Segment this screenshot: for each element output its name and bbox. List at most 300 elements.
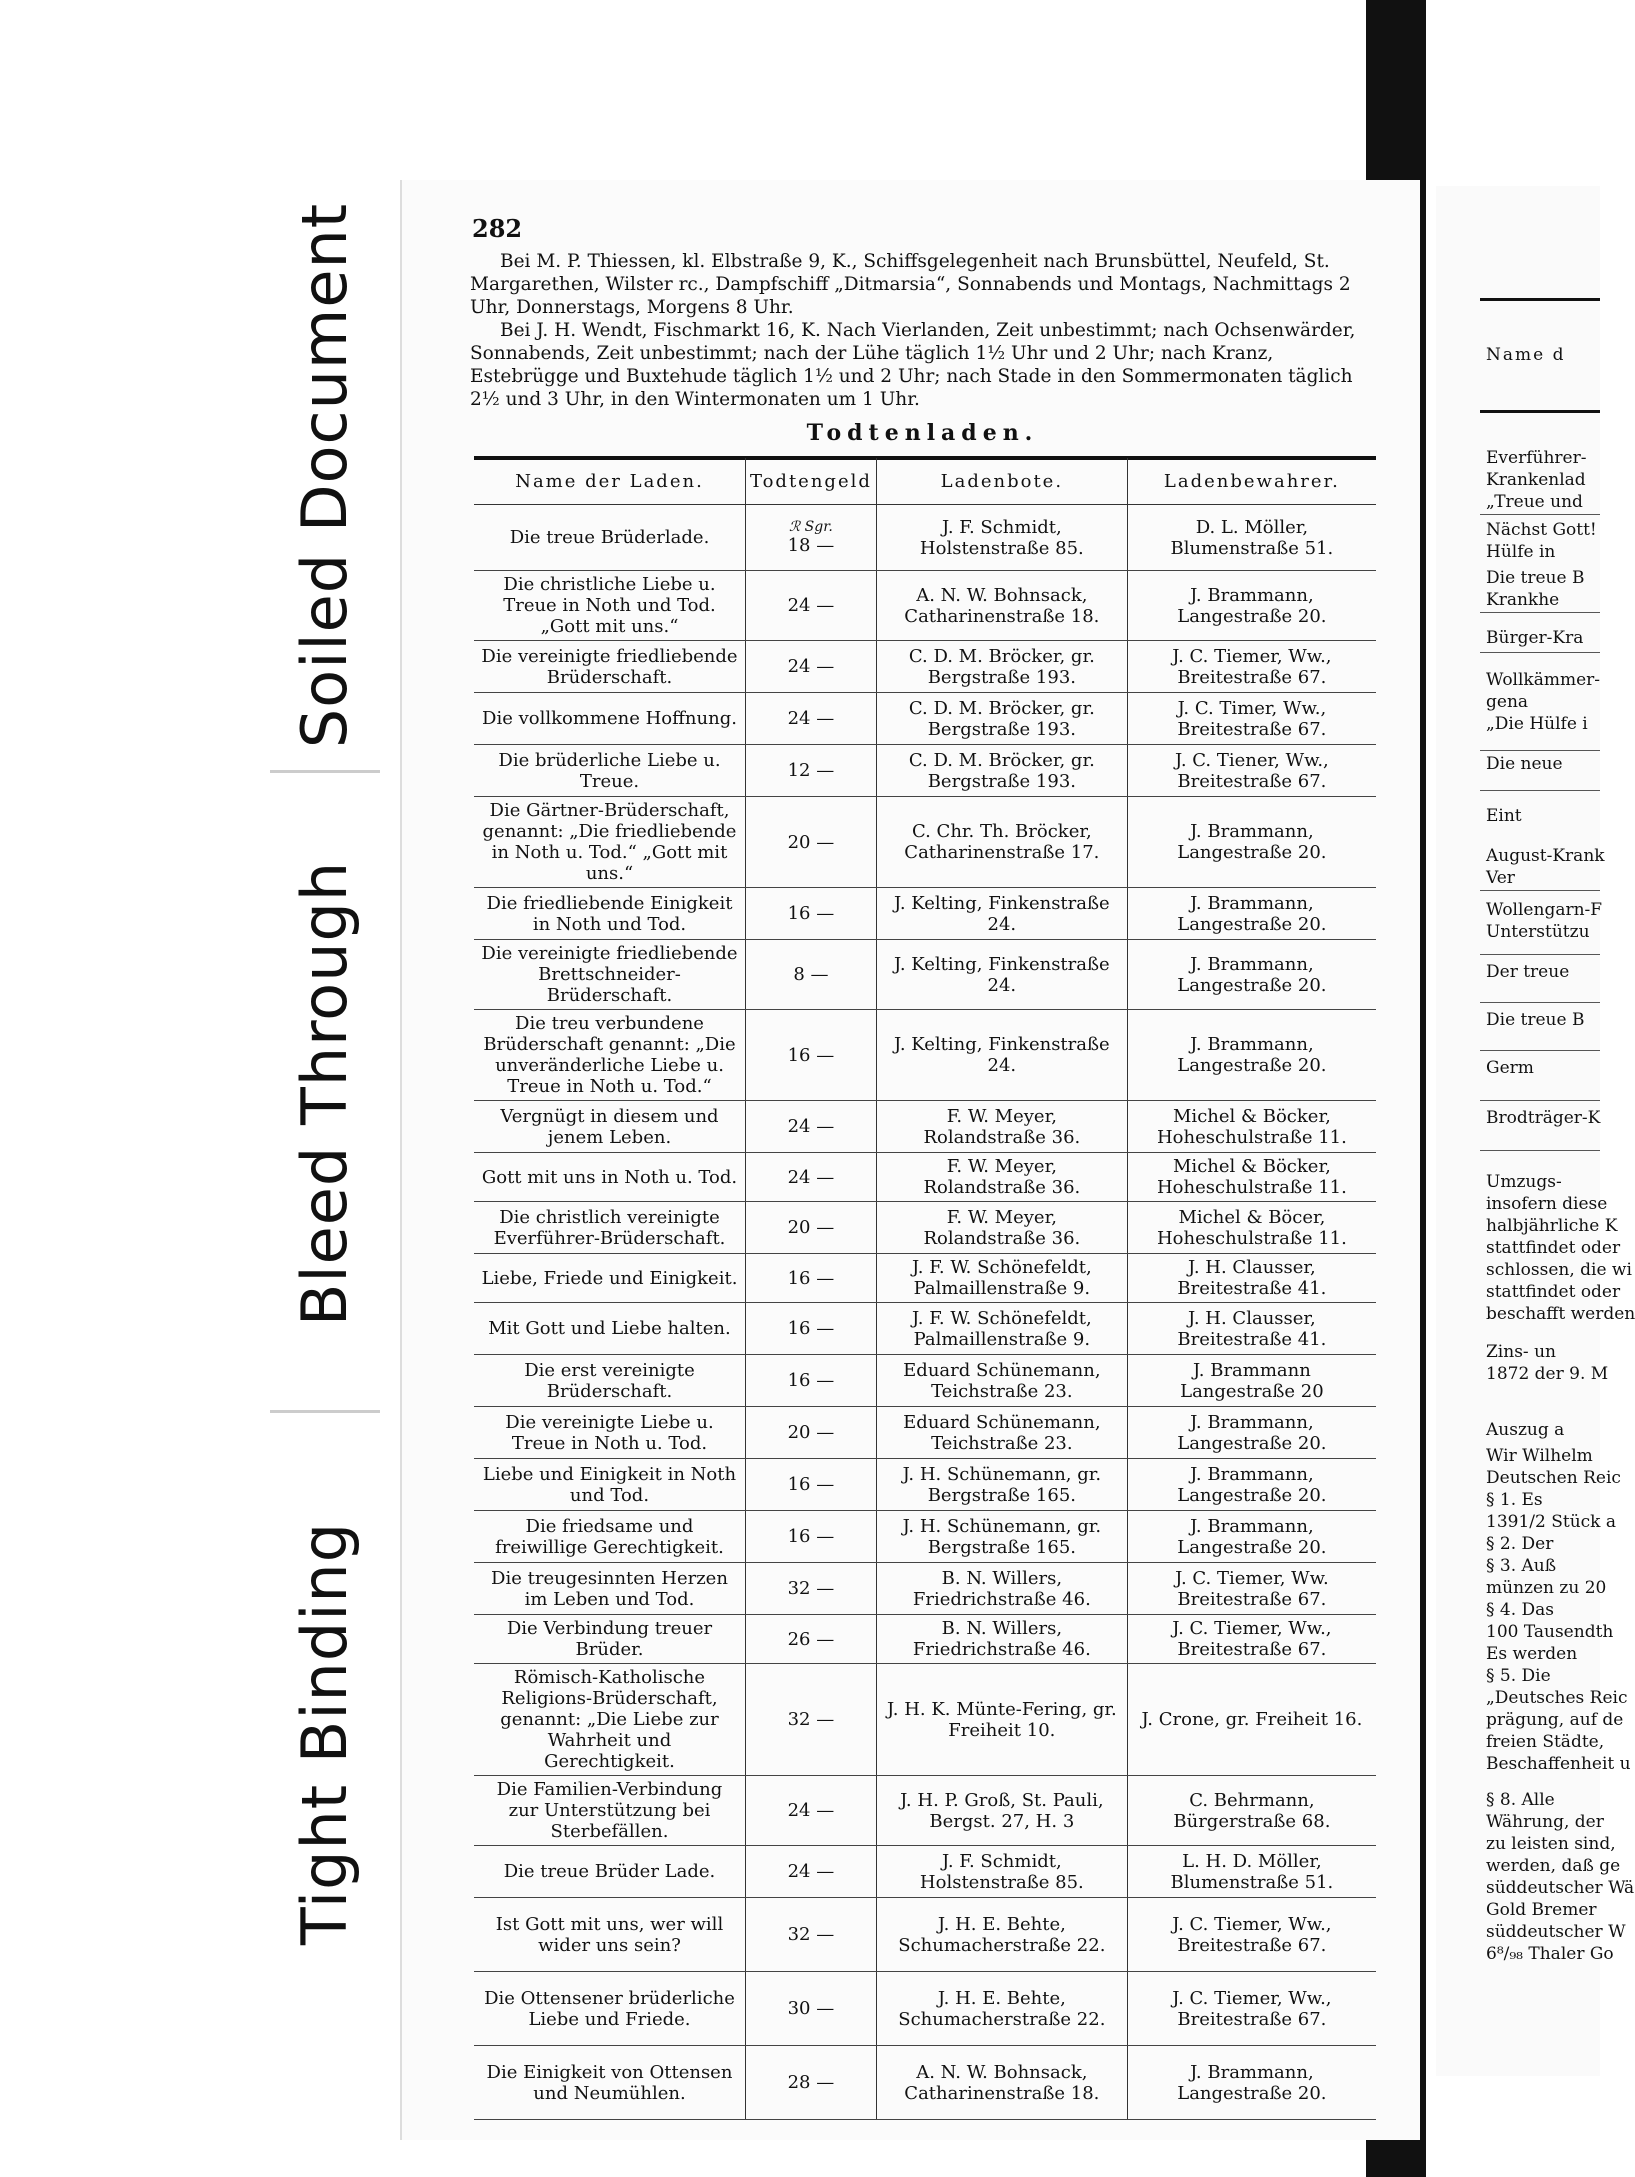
facing-page-line: halbjährliche K xyxy=(1486,1216,1618,1236)
cell-ladenbewahrer xyxy=(1127,1664,1376,1776)
cell-name xyxy=(474,1010,745,1101)
facing-page-line: insofern diese xyxy=(1486,1194,1608,1214)
cell-ladenbote xyxy=(876,888,1127,940)
cell-todtengeld-text: 16 — xyxy=(787,1474,835,1495)
cell-ladenbote xyxy=(876,797,1127,888)
cell-todtengeld xyxy=(745,888,876,940)
cell-todtengeld xyxy=(745,641,876,693)
facing-page-line: 1391/2 Stück a xyxy=(1486,1512,1616,1532)
facing-page-line: Gold Bremer xyxy=(1486,1900,1597,1920)
cell-name-text: Die erst vereinigte Brüderschaft. xyxy=(524,1359,695,1402)
cell-todtengeld-text: 24 — xyxy=(787,1166,835,1188)
cell-name-text: Römisch-Katholische Religions-Brüderschaft, genannt: „Die Liebe zur Wahrheit und Gerechtigkeit. xyxy=(500,1667,719,1772)
cell-todtengeld-text: 16 — xyxy=(787,1526,835,1547)
cell-name-text: Die christlich vereinigte Everführer-Brüderschaft. xyxy=(493,1206,726,1249)
cell-ladenbewahrer-text: J. Brammann, Langestraße 20. xyxy=(1177,953,1327,996)
table-row xyxy=(474,797,1376,888)
cell-ladenbewahrer xyxy=(1127,1563,1376,1615)
facing-page-line: Krankhe xyxy=(1486,590,1560,610)
cell-name xyxy=(474,641,745,693)
cell-ladenbewahrer xyxy=(1127,1459,1376,1511)
cell-todtengeld-text: 26 — xyxy=(787,1628,835,1650)
cell-name xyxy=(474,940,745,1010)
cell-todtengeld xyxy=(745,1010,876,1101)
cell-name-text: Die brüderliche Liebe u. Treue. xyxy=(498,749,721,792)
cell-ladenbote xyxy=(876,745,1127,797)
cell-ladenbewahrer xyxy=(1127,745,1376,797)
header-name: Name der Laden. xyxy=(474,458,745,505)
cell-todtengeld-text: 8 — xyxy=(793,964,829,985)
cell-name-text: Mit Gott und Liebe halten. xyxy=(488,1318,731,1339)
cell-ladenbewahrer-text: Michel & Böcker, Hoheschulstraße 11. xyxy=(1156,1105,1347,1148)
cell-name-text: Die Einigkeit von Ottensen und Neumühlen. xyxy=(486,2061,733,2104)
cell-ladenbote xyxy=(876,505,1127,571)
cell-name xyxy=(474,693,745,745)
cell-ladenbote xyxy=(876,1303,1127,1355)
cell-todtengeld xyxy=(745,1254,876,1303)
facing-page-row-rule xyxy=(1480,612,1600,613)
cell-ladenbote-text: J. F. W. Schönefeldt, Palmaillenstraße 9. xyxy=(911,1307,1092,1350)
cell-ladenbewahrer-text: J. H. Clausser, Breitestraße 41. xyxy=(1177,1307,1327,1350)
table-row xyxy=(474,1153,1376,1202)
label-soiled-text: Soiled Document xyxy=(288,202,362,748)
cell-ladenbewahrer xyxy=(1127,641,1376,693)
cell-todtengeld-text: 30 — xyxy=(787,1998,835,2019)
table-row xyxy=(474,745,1376,797)
cell-ladenbewahrer-text: J. Brammann, Langestraße 20. xyxy=(1177,892,1327,935)
cell-todtengeld-text: 24 — xyxy=(787,708,835,729)
cell-ladenbote xyxy=(876,1972,1127,2046)
cell-name xyxy=(474,1153,745,1202)
facing-page-line: zu leisten sind, xyxy=(1486,1834,1616,1854)
facing-page-row-rule xyxy=(1480,750,1600,751)
facing-page-line: Auszug a xyxy=(1486,1420,1565,1440)
cell-ladenbewahrer-text: J. Brammann, Langestraße 20. xyxy=(1177,1411,1327,1454)
facing-page-line: münzen zu 20 xyxy=(1486,1578,1607,1598)
facing-page-line: § 8. Alle xyxy=(1486,1790,1555,1810)
cell-ladenbote xyxy=(876,1407,1127,1459)
cell-ladenbote-text: J. H. Schünemann, gr. Bergstraße 165. xyxy=(902,1463,1102,1506)
cell-ladenbewahrer-text: L. H. D. Möller, Blumenstraße 51. xyxy=(1170,1850,1334,1893)
cell-ladenbewahrer xyxy=(1127,1407,1376,1459)
table-row xyxy=(474,1615,1376,1664)
cell-ladenbote-text: B. N. Willers, Friedrichstraße 46. xyxy=(912,1618,1091,1660)
cell-ladenbote xyxy=(876,1511,1127,1563)
cell-todtengeld xyxy=(745,1511,876,1563)
table-row xyxy=(474,1972,1376,2046)
facing-page-line: § 5. Die xyxy=(1486,1666,1551,1686)
cell-ladenbote-text: J. Kelting, Finkenstraße 24. xyxy=(894,1034,1110,1076)
cell-name-text: Die vereinigte friedliebende Brettschneider-Brüderschaft. xyxy=(481,943,738,1006)
cell-ladenbote xyxy=(876,1898,1127,1972)
cell-todtengeld xyxy=(745,1776,876,1846)
cell-ladenbewahrer xyxy=(1127,1898,1376,1972)
facing-page-line: süddeutscher W xyxy=(1486,1922,1626,1942)
label-bleed-through xyxy=(270,770,380,1413)
cell-todtengeld xyxy=(745,1407,876,1459)
cell-ladenbote-text: A. N. W. Bohnsack, Catharinenstraße 18. xyxy=(904,584,1100,627)
cell-ladenbewahrer-text: J. Brammann Langestraße 20 xyxy=(1180,1359,1324,1402)
facing-page-line: „Die Hülfe i xyxy=(1486,714,1588,734)
table-row xyxy=(474,940,1376,1010)
facing-page-line: Die neue xyxy=(1486,754,1563,774)
cell-todtengeld-text: 20 — xyxy=(787,1422,835,1443)
header-ladenbewahrer: Ladenbewahrer. xyxy=(1127,458,1376,505)
facing-page-line: freien Städte, xyxy=(1486,1732,1605,1752)
cell-todtengeld-text: 24 — xyxy=(787,1116,835,1137)
table-row xyxy=(474,1511,1376,1563)
table-row xyxy=(474,1846,1376,1898)
cell-ladenbote-text: J. Kelting, Finkenstraße 24. xyxy=(894,892,1110,935)
facing-page-row-rule xyxy=(1480,1050,1600,1051)
cell-ladenbewahrer-text: J. Brammann, Langestraße 20. xyxy=(1177,821,1327,863)
table-row xyxy=(474,1459,1376,1511)
cell-ladenbote-text: B. N. Willers, Friedrichstraße 46. xyxy=(912,1567,1091,1610)
cell-ladenbote xyxy=(876,1664,1127,1776)
section-title: Todtenladen. xyxy=(806,420,1039,446)
cell-ladenbote xyxy=(876,571,1127,641)
cell-todtengeld-text: 24 — xyxy=(787,595,835,616)
cell-name-text: Die christliche Liebe u. Treue in Noth und Tod. „Gott mit uns.“ xyxy=(503,574,716,637)
facing-page-line: werden, daß ge xyxy=(1486,1856,1621,1876)
cell-ladenbote xyxy=(876,2046,1127,2120)
cell-ladenbewahrer-text: J. C. Tiemer, Ww., Breitestraße 67. xyxy=(1172,1987,1332,2030)
cell-ladenbewahrer-text: J. C. Tiemer, Ww., Breitestraße 67. xyxy=(1172,1913,1332,1956)
cell-ladenbewahrer xyxy=(1127,1355,1376,1407)
facing-page-line: Beschaffenheit u xyxy=(1486,1754,1631,1774)
table-row xyxy=(474,1407,1376,1459)
cell-ladenbewahrer xyxy=(1127,1254,1376,1303)
cell-ladenbewahrer xyxy=(1127,1101,1376,1153)
cell-ladenbote xyxy=(876,1355,1127,1407)
cell-todtengeld xyxy=(745,1972,876,2046)
facing-page-line: Umzugs- xyxy=(1486,1172,1562,1192)
cell-todtengeld xyxy=(745,1846,876,1898)
cell-name xyxy=(474,505,745,571)
todtenladen-table xyxy=(474,458,1376,2120)
cell-name-text: Die vereinigte Liebe u. Treue in Noth u. Tod. xyxy=(505,1411,714,1454)
cell-ladenbewahrer xyxy=(1127,2046,1376,2120)
cell-todtengeld xyxy=(745,1898,876,1972)
cell-ladenbewahrer-text: J. H. Clausser, Breitestraße 41. xyxy=(1177,1257,1327,1299)
table-row xyxy=(474,1303,1376,1355)
cell-ladenbewahrer xyxy=(1127,797,1376,888)
facing-page-line: Ver xyxy=(1486,868,1515,888)
cell-todtengeld-text: 18 — xyxy=(787,535,835,556)
cell-ladenbote xyxy=(876,693,1127,745)
cell-todtengeld xyxy=(745,505,876,571)
cell-name-text: Die treue Brüder Lade. xyxy=(503,1861,716,1882)
header-ladenbote: Ladenbote. xyxy=(876,458,1127,505)
cell-name-text: Gott mit uns in Noth u. Tod. xyxy=(481,1166,738,1188)
intro-paragraph-2: Bei J. H. Wendt, Fischmarkt 16, K. Nach Vierlanden, Zeit unbestimmt; nach Ochsenwärder, Sonnabends, Zeit unbestimmt; nach der Lühe täglich 1½ Uhr und 2 Uhr; nach Kranz, Estebrügge und Buxtehude täglich 1½ und 2 Uhr; nach Stade in den Sommermonaten täglich 2½ und 3 Uhr, in den Wintermonaten um 1 Uhr. xyxy=(470,320,1356,410)
table-row xyxy=(474,1776,1376,1846)
cell-ladenbote-text: J. H. K. Münte-Fering, gr. Freiheit 10. xyxy=(886,1698,1117,1741)
table-row xyxy=(474,1664,1376,1776)
cell-todtengeld xyxy=(745,940,876,1010)
cell-name-text: Liebe und Einigkeit in Noth und Tod. xyxy=(482,1463,737,1506)
cell-todtengeld xyxy=(745,1563,876,1615)
cell-todtengeld xyxy=(745,797,876,888)
facing-page-row-rule xyxy=(1480,1150,1600,1151)
cell-name xyxy=(474,745,745,797)
cell-todtengeld xyxy=(745,745,876,797)
cell-ladenbote xyxy=(876,1459,1127,1511)
cell-name xyxy=(474,1202,745,1254)
cell-name xyxy=(474,571,745,641)
cell-todtengeld-text: 32 — xyxy=(787,1709,835,1730)
cell-name xyxy=(474,1303,745,1355)
cell-ladenbote-text: J. H. P. Groß, St. Pauli, Bergst. 27, H. 3 xyxy=(900,1789,1104,1832)
cell-todtengeld xyxy=(745,1355,876,1407)
cell-name xyxy=(474,1898,745,1972)
facing-page-row-rule xyxy=(1480,1002,1600,1003)
cell-name xyxy=(474,1355,745,1407)
cell-name-text: Liebe, Friede und Einigkeit. xyxy=(481,1267,738,1289)
facing-page-line: 1872 der 9. M xyxy=(1486,1364,1609,1384)
cell-ladenbote-text: C. Chr. Th. Bröcker, Catharinenstraße 17. xyxy=(904,821,1100,863)
cell-ladenbewahrer xyxy=(1127,693,1376,745)
table-row xyxy=(474,571,1376,641)
facing-page-line: 6⁸/₉₈ Thaler Go xyxy=(1486,1944,1614,1964)
cell-ladenbote xyxy=(876,1202,1127,1254)
cell-ladenbote-text: J. H. E. Behte, Schumacherstraße 22. xyxy=(898,1913,1106,1956)
cell-todtengeld xyxy=(745,1664,876,1776)
facing-page-row-rule xyxy=(1480,652,1600,653)
cell-ladenbote xyxy=(876,1101,1127,1153)
cell-name-text: Die vereinigte friedliebende Brüderschaft. xyxy=(481,645,738,688)
cell-ladenbote-text: J. H. E. Behte, Schumacherstraße 22. xyxy=(898,1987,1106,2030)
table-row xyxy=(474,1563,1376,1615)
facing-page-line: § 1. Es xyxy=(1486,1490,1543,1510)
cell-ladenbewahrer-text: J. C. Tiemer, Ww. Breitestraße 67. xyxy=(1175,1567,1329,1610)
cell-todtengeld xyxy=(745,693,876,745)
facing-page-line: Eint xyxy=(1486,806,1522,826)
cell-todtengeld-text: 16 — xyxy=(787,1044,835,1066)
cell-ladenbewahrer xyxy=(1127,571,1376,641)
facing-page-line: prägung, auf de xyxy=(1486,1710,1624,1730)
cell-name-text: Vergnügt in diesem und jenem Leben. xyxy=(500,1105,719,1148)
label-soiled-document xyxy=(270,180,380,770)
table-row xyxy=(474,1355,1376,1407)
facing-page-line: schlossen, die wi xyxy=(1486,1260,1632,1280)
cell-todtengeld-text: 24 — xyxy=(787,656,835,677)
facing-page-line: § 2. Der xyxy=(1486,1534,1554,1554)
cell-ladenbewahrer-text: J. C. Tiemer, Ww., Breitestraße 67. xyxy=(1172,1618,1332,1660)
cell-name xyxy=(474,1972,745,2046)
table-row xyxy=(474,641,1376,693)
table-row xyxy=(474,1202,1376,1254)
cell-ladenbewahrer-text: Michel & Böcer, Hoheschulstraße 11. xyxy=(1156,1206,1347,1249)
cell-ladenbewahrer-text: J. Brammann, Langestraße 20. xyxy=(1177,584,1327,627)
cell-ladenbewahrer-text: J. C. Tiemer, Ww., Breitestraße 67. xyxy=(1172,645,1332,688)
label-tight-binding xyxy=(270,1410,380,2053)
cell-name-text: Die vollkommene Hoffnung. xyxy=(482,708,737,729)
facing-page-line: „Treue und xyxy=(1486,492,1583,512)
cell-ladenbote-text: F. W. Meyer, Rolandstraße 36. xyxy=(923,1206,1081,1249)
intro-text xyxy=(470,250,1375,411)
facing-page-line: § 3. Auß xyxy=(1486,1556,1557,1576)
cell-ladenbewahrer xyxy=(1127,1511,1376,1563)
cell-name-text: Die Gärtner-Brüderschaft, genannt: „Die friedliebende in Noth u. Tod.“ „Gott mit uns.“ xyxy=(482,800,737,884)
cell-ladenbote-text: Eduard Schünemann, Teichstraße 23. xyxy=(903,1411,1101,1454)
facing-page-line: Wollengarn-F xyxy=(1486,900,1603,920)
table-row xyxy=(474,1101,1376,1153)
facing-page-line: August-Krank xyxy=(1486,846,1605,866)
cell-ladenbewahrer xyxy=(1127,1615,1376,1664)
cell-name xyxy=(474,2046,745,2120)
cell-ladenbewahrer-text: C. Behrmann, Bürgerstraße 68. xyxy=(1173,1789,1331,1832)
facing-page-line: Die treue B xyxy=(1486,568,1585,588)
cell-name xyxy=(474,1407,745,1459)
cell-ladenbewahrer xyxy=(1127,888,1376,940)
facing-page-line: § 4. Das xyxy=(1486,1600,1555,1620)
cell-ladenbote-text: C. D. M. Bröcker, gr. Bergstraße 193. xyxy=(908,645,1095,688)
cell-todtengeld-text: 32 — xyxy=(787,1924,835,1945)
cell-ladenbewahrer xyxy=(1127,1202,1376,1254)
cell-name xyxy=(474,1511,745,1563)
cell-todtengeld xyxy=(745,2046,876,2120)
facing-page-line: Germ xyxy=(1486,1058,1534,1078)
label-bleed-text: Bleed Through xyxy=(288,860,362,1326)
facing-page-line: Die treue B xyxy=(1486,1010,1585,1030)
facing-page-row-rule xyxy=(1480,890,1600,891)
cell-name-text: Die friedsame und freiwillige Gerechtigkeit. xyxy=(495,1515,724,1558)
table-row xyxy=(474,2046,1376,2120)
cell-name xyxy=(474,1615,745,1664)
cell-name xyxy=(474,888,745,940)
cell-ladenbote-text: C. D. M. Bröcker, gr. Bergstraße 193. xyxy=(908,749,1095,792)
cell-ladenbewahrer xyxy=(1127,1153,1376,1202)
cell-name xyxy=(474,1101,745,1153)
cell-name xyxy=(474,1563,745,1615)
cell-ladenbote xyxy=(876,641,1127,693)
cell-ladenbewahrer xyxy=(1127,1846,1376,1898)
facing-page-line: 100 Tausendth xyxy=(1486,1622,1614,1642)
facing-page-line: Bürger-Kra xyxy=(1486,628,1584,648)
cell-ladenbewahrer-text: J. Brammann, Langestraße 20. xyxy=(1177,2061,1327,2104)
cell-ladenbewahrer-text: J. Brammann, Langestraße 20. xyxy=(1177,1034,1327,1076)
facing-page-line: beschafft werden xyxy=(1486,1304,1635,1324)
cell-name xyxy=(474,1776,745,1846)
cell-ladenbote-text: J. F. Schmidt, Holstenstraße 85. xyxy=(919,1850,1084,1893)
facing-page-line: stattfindet oder xyxy=(1486,1238,1621,1258)
cell-ladenbote xyxy=(876,1153,1127,1202)
cell-ladenbote-text: J. F. W. Schönefeldt, Palmaillenstraße 9. xyxy=(911,1257,1092,1299)
cell-ladenbote xyxy=(876,1846,1127,1898)
cell-name-text: Die Ottensener brüderliche Liebe und Friede. xyxy=(484,1987,735,2030)
cell-todtengeld xyxy=(745,571,876,641)
cell-todtengeld xyxy=(745,1153,876,1202)
cell-ladenbote-text: F. W. Meyer, Rolandstraße 36. xyxy=(923,1156,1081,1198)
cell-ladenbewahrer xyxy=(1127,1972,1376,2046)
facing-page-line: Der treue xyxy=(1486,962,1570,982)
facing-page-line: Unterstützu xyxy=(1486,922,1590,942)
cell-ladenbote xyxy=(876,1615,1127,1664)
table-row xyxy=(474,1898,1376,1972)
cell-ladenbewahrer-text: J. C. Timer, Ww., Breitestraße 67. xyxy=(1177,697,1327,740)
cell-todtengeld xyxy=(745,1303,876,1355)
facing-page-row-rule xyxy=(1480,954,1600,955)
page-number: 282 xyxy=(472,214,523,243)
cell-name xyxy=(474,1846,745,1898)
cell-ladenbote-text: Eduard Schünemann, Teichstraße 23. xyxy=(903,1359,1101,1402)
cell-name-text: Die friedliebende Einigkeit in Noth und Tod. xyxy=(486,892,733,935)
cell-ladenbote xyxy=(876,1563,1127,1615)
table-row xyxy=(474,1254,1376,1303)
cell-ladenbewahrer xyxy=(1127,505,1376,571)
facing-page-line: Wollkämmer- xyxy=(1486,670,1601,690)
facing-page-line: Everführer- xyxy=(1486,448,1587,468)
cell-ladenbote-text: J. H. Schünemann, gr. Bergstraße 165. xyxy=(902,1515,1102,1558)
intro-paragraph-1: Bei M. P. Thiessen, kl. Elbstraße 9, K., Schiffsgelegenheit nach Brunsbüttel, Neufeld, St. Margarethen, Wilster rc., Dampfschiff „Ditmarsia“, Sonnabends und Montags, Nachmittags 2 Uhr, Donnerstags, Morgens 8 Uhr. xyxy=(470,251,1351,318)
cell-todtengeld-text: 24 — xyxy=(787,1800,835,1821)
cell-ladenbote-text: A. N. W. Bohnsack, Catharinenstraße 18. xyxy=(904,2061,1100,2104)
facing-page-line: Hülfe in xyxy=(1486,542,1556,562)
cell-name-text: Die treugesinnten Herzen im Leben und Tod. xyxy=(491,1567,728,1610)
facing-page-header: Name d xyxy=(1486,345,1566,365)
facing-page-rule-top xyxy=(1480,298,1600,301)
facing-page-line: Es werden xyxy=(1486,1644,1578,1664)
cell-name-text: Die Familien-Verbindung zur Unterstützung bei Sterbefällen. xyxy=(496,1779,723,1842)
cell-ladenbote-text: J. F. Schmidt, Holstenstraße 85. xyxy=(919,516,1084,559)
cell-todtengeld-text: 16 — xyxy=(787,1318,835,1339)
cell-todtengeld-text: 20 — xyxy=(787,831,835,853)
cell-ladenbote xyxy=(876,1254,1127,1303)
label-tight-text: Tight Binding xyxy=(288,1521,362,1945)
cell-ladenbewahrer xyxy=(1127,940,1376,1010)
currency-unit-label: ℛ Sgr. xyxy=(789,519,833,535)
cell-ladenbewahrer-text: J. Brammann, Langestraße 20. xyxy=(1177,1515,1327,1558)
cell-ladenbewahrer xyxy=(1127,1776,1376,1846)
facing-page-row-rule xyxy=(1480,1100,1600,1101)
cell-ladenbewahrer-text: D. L. Möller, Blumenstraße 51. xyxy=(1170,516,1334,559)
facing-page-rule-header xyxy=(1480,410,1600,413)
cell-ladenbote-text: F. W. Meyer, Rolandstraße 36. xyxy=(923,1105,1081,1148)
cell-ladenbote xyxy=(876,940,1127,1010)
facing-page-row-rule xyxy=(1480,790,1600,791)
facing-page-line: „Deutsches Reic xyxy=(1486,1688,1628,1708)
cell-todtengeld-text: 16 — xyxy=(787,1370,835,1391)
cell-todtengeld-text: 24 — xyxy=(787,1861,835,1882)
cell-todtengeld xyxy=(745,1459,876,1511)
facing-page-line: Nächst Gott! xyxy=(1486,520,1597,540)
cell-todtengeld-text: 28 — xyxy=(787,2072,835,2093)
cell-ladenbote-text: J. Kelting, Finkenstraße 24. xyxy=(894,953,1110,996)
facing-page-line: Zins- un xyxy=(1486,1342,1556,1362)
facing-page-line: süddeutscher Wä xyxy=(1486,1878,1635,1898)
facing-page-line: Krankenlad xyxy=(1486,470,1586,490)
cell-ladenbewahrer-text: J. Brammann, Langestraße 20. xyxy=(1177,1463,1327,1506)
cell-ladenbote-text: C. D. M. Bröcker, gr. Bergstraße 193. xyxy=(908,697,1095,740)
cell-name-text: Die Verbindung treuer Brüder. xyxy=(506,1618,713,1660)
cell-todtengeld xyxy=(745,1202,876,1254)
cell-name xyxy=(474,1254,745,1303)
facing-page-line: Währung, der xyxy=(1486,1812,1604,1832)
cell-name xyxy=(474,797,745,888)
cell-todtengeld xyxy=(745,1101,876,1153)
cell-ladenbewahrer-text: J. C. Tiener, Ww., Breitestraße 67. xyxy=(1175,749,1329,792)
cell-todtengeld-text: 20 — xyxy=(787,1217,835,1238)
cell-todtengeld-text: 16 — xyxy=(787,903,835,924)
cell-name xyxy=(474,1664,745,1776)
facing-page-line: Deutschen Reic xyxy=(1486,1468,1621,1488)
cell-ladenbewahrer-text: Michel & Böcker, Hoheschulstraße 11. xyxy=(1156,1156,1347,1198)
table-row xyxy=(474,505,1376,571)
cell-name-text: Die treue Brüderlade. xyxy=(509,527,710,548)
cell-name xyxy=(474,1459,745,1511)
facing-page-line: Brodträger-K xyxy=(1486,1108,1601,1128)
